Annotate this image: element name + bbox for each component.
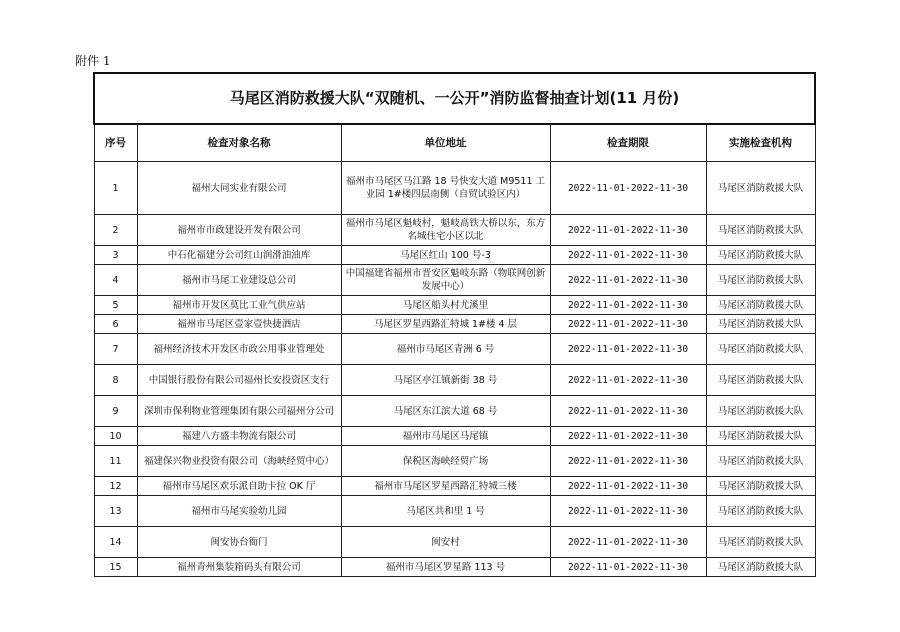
table-row (94, 334, 815, 365)
cell-address: 福州市马尾区马尾镇 (341, 427, 550, 446)
table-row (94, 296, 815, 315)
document-title: 马尾区消防救援大队“双随机、一公开”消防监督抽查计划(11 月份) (94, 73, 815, 124)
cell-period: 2022-11-01-2022-11-30 (550, 365, 706, 396)
cell-no: 8 (94, 365, 137, 396)
cell-name: 中石化福建分公司红山润滑油油库 (137, 246, 341, 265)
cell-agency: 马尾区消防救援大队 (706, 334, 815, 365)
table-row (94, 446, 815, 477)
cell-no: 9 (94, 396, 137, 427)
table-row (94, 215, 815, 246)
cell-no: 6 (94, 315, 137, 334)
cell-agency: 马尾区消防救援大队 (706, 296, 815, 315)
cell-address: 福州市马尾区青洲 6 号 (341, 334, 550, 365)
table-row (94, 496, 815, 527)
annex-label: 附件 1 (75, 54, 111, 68)
cell-no: 11 (94, 446, 137, 477)
header-name: 检查对象名称 (137, 124, 341, 162)
cell-address: 福州市马尾区罗星路 113 号 (341, 558, 550, 577)
cell-period: 2022-11-01-2022-11-30 (550, 315, 706, 334)
table-row (94, 365, 815, 396)
cell-address: 闽安村 (341, 527, 550, 558)
cell-name: 福州市马尾区壹家壹快捷酒店 (137, 315, 341, 334)
cell-name: 福州大同实业有限公司 (137, 162, 341, 215)
cell-address: 马尾区船头村尤溪里 (341, 296, 550, 315)
table-row (94, 315, 815, 334)
cell-agency: 马尾区消防救援大队 (706, 496, 815, 527)
cell-agency: 马尾区消防救援大队 (706, 427, 815, 446)
cell-no: 4 (94, 265, 137, 296)
table-row (94, 527, 815, 558)
cell-address: 马尾区罗星西路汇特城 1#楼 4 层 (341, 315, 550, 334)
cell-agency: 马尾区消防救援大队 (706, 396, 815, 427)
cell-period: 2022-11-01-2022-11-30 (550, 427, 706, 446)
table-row (94, 558, 815, 577)
header-agency: 实施检查机构 (706, 124, 815, 162)
cell-agency: 马尾区消防救援大队 (706, 315, 815, 334)
cell-address: 福州市马尾区马江路 18 号快安大道 M9511 工业园 1#楼四层南侧（自贸试验区内） (341, 162, 550, 215)
cell-name: 福建八方盛丰物流有限公司 (137, 427, 341, 446)
cell-agency: 马尾区消防救援大队 (706, 365, 815, 396)
table-row (94, 427, 815, 446)
table-header-row (94, 124, 815, 162)
cell-no: 5 (94, 296, 137, 315)
cell-period: 2022-11-01-2022-11-30 (550, 446, 706, 477)
cell-address: 福州市马尾区罗星西路汇特城三楼 (341, 477, 550, 496)
cell-address: 中国福建省福州市晋安区魁岐东路（物联网创新发展中心） (341, 265, 550, 296)
cell-no: 15 (94, 558, 137, 577)
cell-no: 2 (94, 215, 137, 246)
cell-period: 2022-11-01-2022-11-30 (550, 162, 706, 215)
cell-period: 2022-11-01-2022-11-30 (550, 296, 706, 315)
cell-period: 2022-11-01-2022-11-30 (550, 496, 706, 527)
cell-address: 马尾区东江滨大道 68 号 (341, 396, 550, 427)
cell-name: 深圳市保利物业管理集团有限公司福州分公司 (137, 396, 341, 427)
cell-name: 福州经济技术开发区市政公用事业管理处 (137, 334, 341, 365)
cell-agency: 马尾区消防救援大队 (706, 527, 815, 558)
cell-period: 2022-11-01-2022-11-30 (550, 334, 706, 365)
table-row (94, 246, 815, 265)
cell-no: 10 (94, 427, 137, 446)
table-row (94, 396, 815, 427)
cell-agency: 马尾区消防救援大队 (706, 558, 815, 577)
cell-agency: 马尾区消防救援大队 (706, 215, 815, 246)
cell-no: 1 (94, 162, 137, 215)
cell-address: 福州市马尾区魁岐村，魁岐高铁大桥以东，东方名城住宅小区以北 (341, 215, 550, 246)
header-period: 检查期限 (550, 124, 706, 162)
cell-period: 2022-11-01-2022-11-30 (550, 215, 706, 246)
cell-name: 福州市马尾工业建设总公司 (137, 265, 341, 296)
cell-name: 福州市市政建设开发有限公司 (137, 215, 341, 246)
header-address: 单位地址 (341, 124, 550, 162)
cell-period: 2022-11-01-2022-11-30 (550, 558, 706, 577)
table-row (94, 265, 815, 296)
cell-period: 2022-11-01-2022-11-30 (550, 265, 706, 296)
cell-period: 2022-11-01-2022-11-30 (550, 396, 706, 427)
cell-agency: 马尾区消防救援大队 (706, 246, 815, 265)
cell-agency: 马尾区消防救援大队 (706, 477, 815, 496)
cell-name: 福州市马尾实验幼儿园 (137, 496, 341, 527)
table-row (94, 162, 815, 215)
cell-no: 7 (94, 334, 137, 365)
cell-name: 福建保兴物业投资有限公司（海峡经贸中心） (137, 446, 341, 477)
cell-name: 中国银行股份有限公司福州长安投资区支行 (137, 365, 341, 396)
cell-address: 马尾区亭江镇新街 38 号 (341, 365, 550, 396)
cell-agency: 马尾区消防救援大队 (706, 162, 815, 215)
inspection-plan-table (93, 72, 816, 577)
cell-no: 13 (94, 496, 137, 527)
cell-agency: 马尾区消防救援大队 (706, 446, 815, 477)
cell-name: 福州青州集装箱码头有限公司 (137, 558, 341, 577)
cell-period: 2022-11-01-2022-11-30 (550, 477, 706, 496)
table-row (94, 477, 815, 496)
cell-agency: 马尾区消防救援大队 (706, 265, 815, 296)
cell-address: 保税区海峡经贸广场 (341, 446, 550, 477)
cell-name: 福州市开发区莫比工业气供应站 (137, 296, 341, 315)
cell-no: 14 (94, 527, 137, 558)
cell-address: 马尾区共和里 1 号 (341, 496, 550, 527)
cell-name: 福州市马尾区欢乐派自助卡拉 OK 厅 (137, 477, 341, 496)
cell-no: 12 (94, 477, 137, 496)
cell-period: 2022-11-01-2022-11-30 (550, 246, 706, 265)
cell-name: 闽安协台衙门 (137, 527, 341, 558)
cell-address: 马尾区红山 100 号-3 (341, 246, 550, 265)
header-no: 序号 (94, 124, 137, 162)
cell-period: 2022-11-01-2022-11-30 (550, 527, 706, 558)
cell-no: 3 (94, 246, 137, 265)
